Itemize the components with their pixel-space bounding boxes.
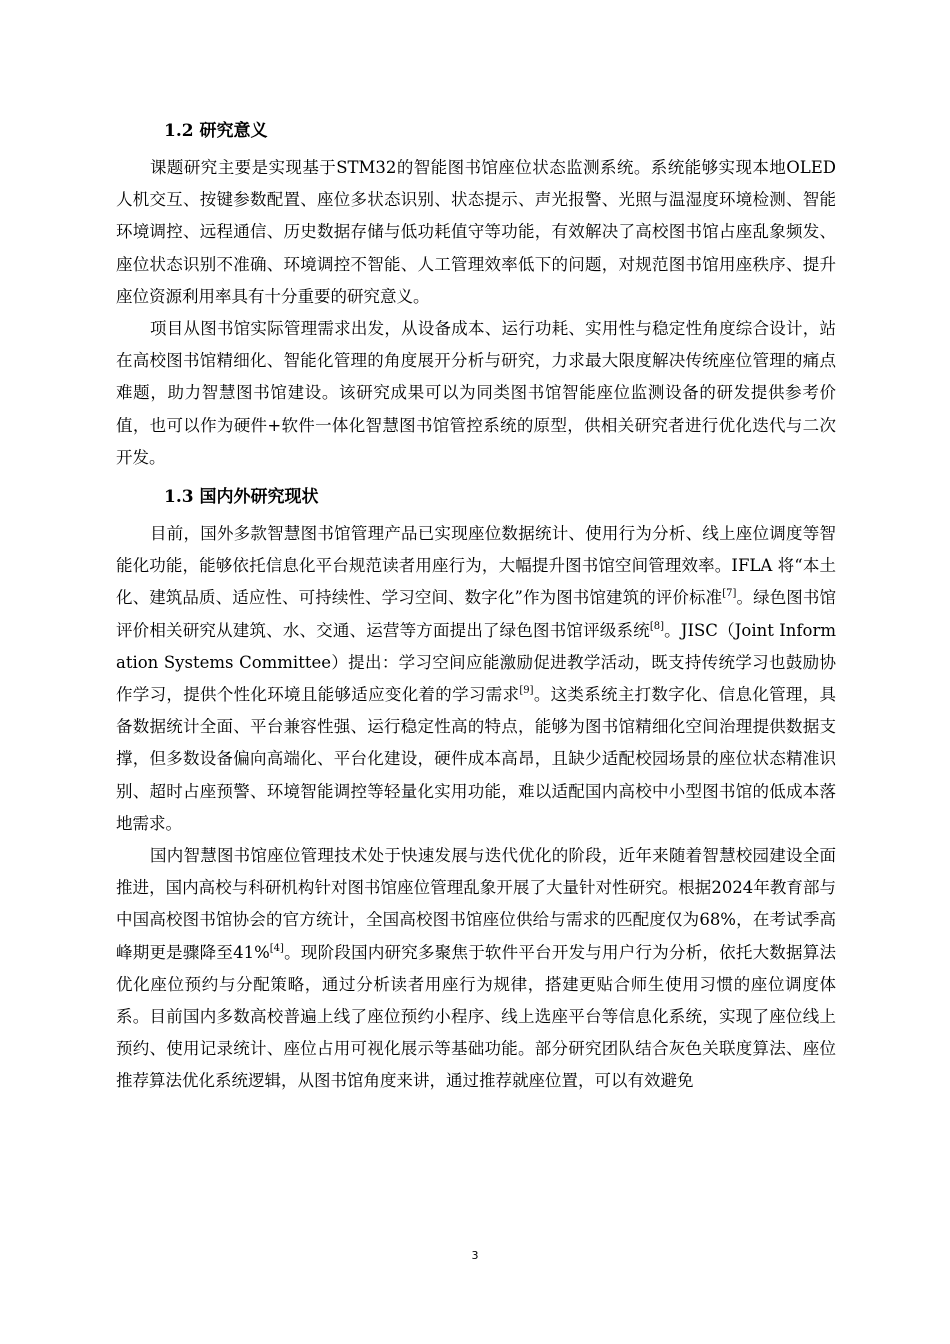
citation: [4] — [269, 942, 284, 954]
section-number: 1.3 — [164, 487, 194, 508]
section-title: 国内外研究现状 — [199, 487, 319, 508]
paragraph-text: 。现阶段国内研究多聚焦于软件平台开发与用户行为分析，依托大数据算法优化座位预约与分配策略，通过分析读者用座行为规律，搭建更贴合师生使用习惯的座位调度体系。目前国内多数高校普遍上线了座位预约小程序、线上选座平台等信息化系统，实现了座位线上预约、使用记录统计、座位占用可视化展示等基础功能。部分研究团队结合灰色关联度算法、座位推荐算法优化系统逻辑，从图书馆角度来讲，通过推荐就座位置，可以有效避免 — [116, 942, 836, 1091]
page-number: 3 — [471, 1249, 479, 1262]
citation: [8] — [649, 620, 664, 632]
paragraph: 课题研究主要是实现基于STM32的智能图书馆座位状态监测系统。系统能够实现本地OLED人机交互、按键参数配置、座位多状态识别、状态提示、声光报警、光照与温湿度环境检测、智能环境调控、远程通信、历史数据存储与低功耗值守等功能，有效解决了高校图书馆占座乱象频发、座位状态识别不准确、环境调控不智能、人工管理效率低下的问题，对规范图书馆用座秩序、提升座位资源利用率具有十分重要的研究意义。 — [116, 158, 836, 306]
section-title: 研究意义 — [199, 121, 268, 141]
paragraph-text: 。绿色图书馆评价相关研究从建筑、水、交通、运营等方面提出了绿色图书馆评级系统 — [116, 588, 837, 640]
paragraph: 项目从图书馆实际管理需求出发，从设备成本、运行功耗、实用性与稳定性角度综合设计，站在高校图书馆精细化、智能化管理的角度展开分析与研究，力求最大限度解决传统座位管理的痛点难题，助力智慧图书馆建设。该研究成果可以为同类图书馆智能座位监测设备的研发提供参考价值，也可以作为硬件+软件一体化智慧图书馆管控系统的原型，供相关研究者进行优化迭代与二次开发。 — [116, 319, 836, 467]
paragraph-text: 。JISC（Joint Information Systems Committee）提出：学习空间应能激励促进教学活动，既支持传统学习也鼓励协作学习，提供个性化环境且能够适应变化着的学习需求 — [116, 620, 836, 705]
section-number: 1.2 — [164, 121, 194, 141]
section-heading-1-3 — [116, 482, 836, 512]
paragraph-text: 。这类系统主打数字化、信息化管理，具备数据统计全面、平台兼容性强、运行稳定性高的特点，能够为图书馆精细化空间治理提供数据支撑，但多数设备偏向高端化、平台化建设，硬件成本高昂，且缺少适配校园场景的座位状态精准识别、超时占座预警、环境智能调控等轻量化实用功能，难以适配国内高校中小型图书馆的低成本落地需求。 — [116, 685, 837, 833]
section-heading-1-2 — [116, 116, 836, 146]
paragraph — [116, 840, 836, 1098]
paragraph — [116, 518, 836, 840]
citation: [9] — [519, 685, 534, 697]
paragraph-text: 国内智慧图书馆座位管理技术处于快速发展与迭代优化的阶段，近年来随着智慧校园建设全面推进，国内高校与科研机构针对图书馆座位管理乱象开展了大量针对性研究。根据2024年教育部与中国高校图书馆协会的官方统计，全国高校图书馆座位供给与需求的匹配度仅为68%，在考试季高峰期更是骤降至41% — [116, 846, 836, 962]
paragraph-text: 目前，国外多款智慧图书馆管理产品已实现座位数据统计、使用行为分析、线上座位调度等智能化功能，能够依托信息化平台规范读者用座行为，大幅提升图书馆空间管理效率。IFLA 将“本土化、建筑品质、适应性、可持续性、学习空间、数字化”作为图书馆建筑的评价标准 — [116, 524, 836, 608]
page-content — [116, 116, 836, 1098]
citation: [7] — [722, 588, 737, 600]
